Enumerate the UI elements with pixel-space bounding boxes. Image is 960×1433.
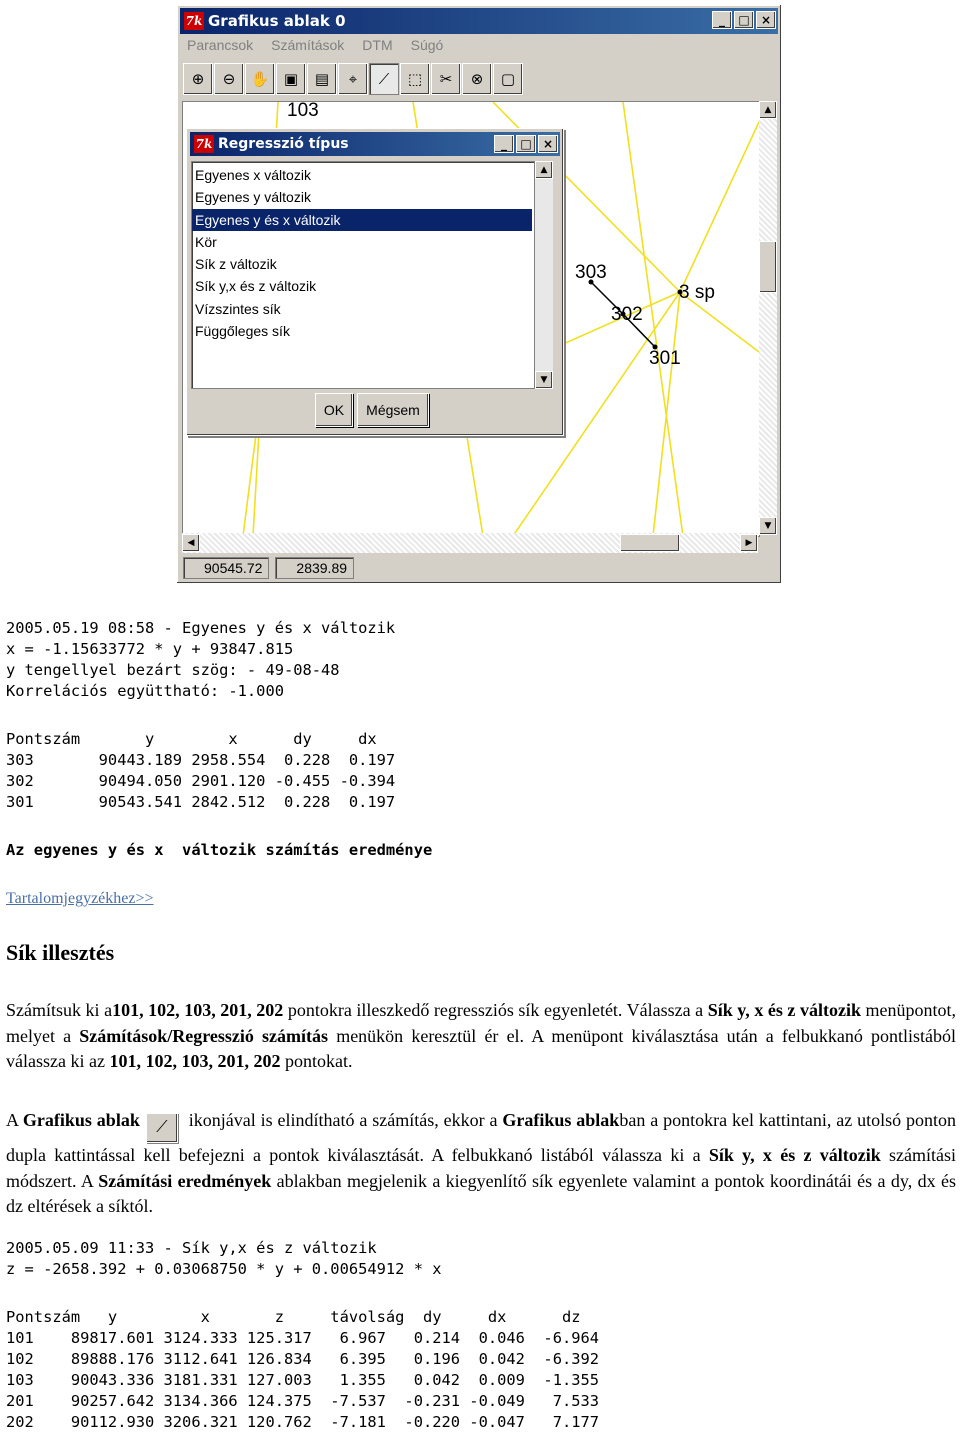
table-header: Pontszám y x dy dx	[6, 730, 377, 748]
menu-szamitasok[interactable]: Számítások	[271, 37, 345, 53]
scroll-left-icon[interactable]: ◀	[182, 534, 200, 552]
result2-table	[6, 1307, 599, 1433]
scroll-right-icon[interactable]: ▶	[740, 534, 758, 552]
list-scrollbar[interactable]	[535, 161, 553, 389]
paragraph-2	[6, 1108, 956, 1220]
result1-table	[6, 729, 395, 813]
result1-line: y tengellyel bezárt szög: - 49-08-48	[6, 661, 340, 679]
zoom-window-icon[interactable]: ▣	[276, 63, 306, 95]
text-bold: Számítási eredmények	[98, 1170, 272, 1191]
menubar	[183, 37, 443, 59]
text: ban a pontokra kel kattintani, az utolsó ponton dupla kattintással kell befejezni a pontok kiválasztását. A felbukkanó listából válassza ki a	[6, 1110, 956, 1165]
point-label-3sp: 3 sp	[679, 282, 715, 303]
list-item[interactable]: Egyenes y változik	[195, 189, 311, 206]
regression-type-list[interactable]	[191, 161, 535, 389]
menu-sugo[interactable]: Súgó	[410, 37, 444, 53]
text-bold: Számítások/Regresszió számítás	[79, 1025, 329, 1046]
dialog-minimize-button[interactable]: _	[494, 135, 514, 153]
table-row: 102 89888.176 3112.641 126.834 6.395 0.196 0.042 -6.392	[6, 1350, 600, 1368]
table-row: 201 90257.642 3134.366 124.375 -7.537 -0.231 -0.049 7.533	[6, 1392, 600, 1410]
window-titlebar[interactable]	[180, 8, 778, 34]
result1-line: 2005.05.19 08:58 - Egyenes y és x változik	[6, 619, 396, 637]
text: pontokra illeszkedő regressziós sík egyenletét. Válassza a	[283, 1000, 708, 1020]
result2-block	[6, 1238, 442, 1280]
zoom-in-icon[interactable]: ⊕	[183, 63, 213, 95]
hscroll-thumb[interactable]	[620, 534, 680, 552]
dialog-maximize-button[interactable]: □	[516, 135, 536, 153]
section-title: Sík illesztés	[6, 940, 115, 965]
scroll-thumb[interactable]	[759, 241, 777, 293]
list-item[interactable]: Vízszintes sík	[195, 300, 281, 317]
list-item[interactable]: Egyenes x változik	[195, 167, 311, 183]
regression-type-dialog	[186, 128, 564, 436]
tk-logo-icon: 7k	[185, 14, 203, 28]
text: pontokat.	[280, 1051, 353, 1071]
menu-parancsok[interactable]: Parancsok	[187, 37, 254, 53]
cancel-button[interactable]: Mégsem	[357, 393, 429, 427]
text-bold: Grafikus ablak	[502, 1110, 620, 1130]
text-bold: Sík y, x és z változik	[708, 1145, 881, 1165]
tk-logo-icon: 7k	[195, 137, 213, 151]
table-row: 303 90443.189 2958.554 0.228 0.197	[6, 751, 396, 769]
minimize-button[interactable]: _	[712, 11, 732, 29]
pan-hand-icon[interactable]: ✋	[245, 63, 275, 95]
horizontal-scrollbar[interactable]	[182, 533, 758, 553]
scroll-up-icon[interactable]: ▲	[535, 161, 553, 179]
regression-icon[interactable]: ⟋	[369, 63, 399, 95]
paragraph-1	[6, 998, 956, 1075]
scroll-up-icon[interactable]: ▲	[759, 101, 777, 119]
table-row: 302 90494.050 2901.120 -0.455 -0.394	[6, 772, 396, 790]
point-label-302: 302	[611, 304, 643, 325]
zoom-out-icon[interactable]: ⊖	[214, 63, 244, 95]
dialog-titlebar[interactable]	[190, 132, 560, 156]
regression-icon: ⟋	[146, 1113, 178, 1143]
toc-link[interactable]: Tartalomjegyzékhez>>	[6, 890, 154, 907]
label-icon[interactable]: ▤	[307, 63, 337, 95]
vertical-scrollbar[interactable]	[759, 101, 777, 535]
dialog-title: Regresszió típus	[218, 136, 349, 152]
dialog-close-button[interactable]: ×	[538, 135, 558, 153]
text: ikonjával is elindítható a számítás, ekkor a	[183, 1110, 503, 1130]
text-bold: Sík y, x és z változik	[707, 1000, 861, 1020]
point-label-303: 303	[575, 262, 607, 283]
result1-caption: Az egyenes y és x változik számítás eredménye	[6, 841, 433, 859]
toolbar	[183, 63, 523, 97]
close-button[interactable]: ×	[756, 11, 776, 29]
point-label-103: 103	[287, 102, 319, 121]
select-icon[interactable]: ⬚	[400, 63, 430, 95]
text: A	[6, 1110, 23, 1130]
result1-line: Korrelációs együttható: -1.000	[6, 682, 284, 700]
status-x: 2839.89	[275, 557, 354, 579]
maximize-button[interactable]: □	[734, 11, 754, 29]
blank-icon[interactable]: ▢	[493, 63, 523, 95]
scroll-down-icon[interactable]: ▼	[759, 517, 777, 535]
result1-block	[6, 618, 395, 702]
text: menüpontot, melyet a	[6, 1000, 957, 1046]
text: számítási módszert. A	[6, 1145, 956, 1191]
list-item-selected[interactable]: Egyenes y és x változik	[192, 209, 532, 231]
table-row: 101 89817.601 3124.333 125.317 6.967 0.214 0.046 -6.964	[6, 1329, 600, 1347]
window-title: Grafikus ablak 0	[208, 12, 346, 30]
cut-icon[interactable]: ✂	[431, 63, 461, 95]
text-bold: 101, 102, 103, 201, 202	[112, 1000, 284, 1020]
point-label-301: 301	[649, 348, 681, 369]
ok-button[interactable]: OK	[315, 393, 353, 427]
result2-line: 2005.05.09 11:33 - Sík y,x és z változik	[6, 1239, 377, 1257]
list-item[interactable]: Sík y,x és z változik	[195, 278, 317, 295]
table-row: 202 90112.930 3206.321 120.762 -7.181 -0.220 -0.047 7.177	[6, 1413, 600, 1431]
table-header: Pontszám y x z távolság dy dx dz	[6, 1308, 581, 1326]
list-item[interactable]: Függőleges sík	[195, 323, 290, 340]
scroll-down-icon[interactable]: ▼	[535, 371, 553, 389]
result1-line: x = -1.15633772 * y + 93847.815	[6, 640, 294, 658]
text-bold: Grafikus ablak	[22, 1110, 140, 1130]
table-row: 103 90043.336 3181.331 127.003 1.355 0.042 0.009 -1.355	[6, 1371, 600, 1389]
list-item[interactable]: Sík z változik	[195, 256, 277, 273]
menu-dtm[interactable]: DTM	[362, 37, 393, 53]
text-bold: 101, 102, 103, 201, 202	[109, 1051, 281, 1071]
text: ablakban megjelenik a kiegyenlítő sík egyenlete valamint a pontok koordinátái és a dy, dx és dz eltérések a síktól.	[6, 1170, 956, 1216]
table-row: 301 90543.541 2842.512 0.228 0.197	[6, 793, 396, 811]
statusbar	[183, 557, 354, 579]
text: menükön keresztül ér el. A menüpont kiválasztása után a felbukkanó pontlistából válassza ki az	[6, 1025, 956, 1071]
point-icon[interactable]: ⌖	[338, 63, 368, 95]
text: Számítsuk ki a	[6, 1000, 113, 1020]
cancel-icon[interactable]: ⊗	[462, 63, 492, 95]
result2-line: z = -2658.392 + 0.03068750 * y + 0.00654912 * x	[6, 1260, 442, 1278]
list-item[interactable]: Kör	[195, 233, 217, 250]
status-y: 90545.72	[183, 557, 269, 579]
